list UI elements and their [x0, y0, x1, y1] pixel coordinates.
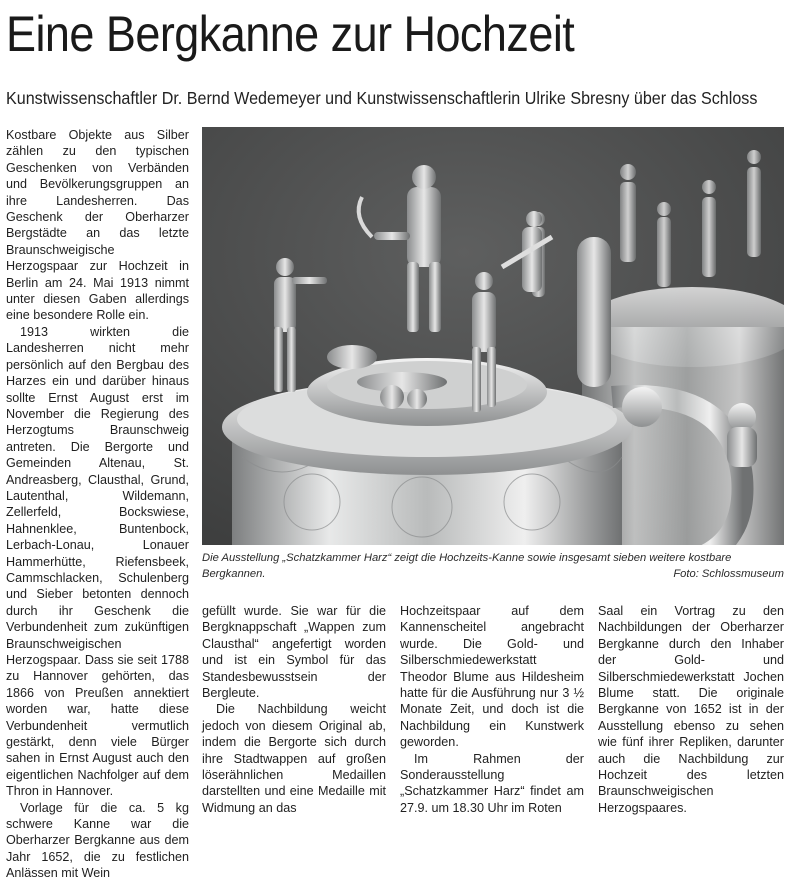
article-column-3	[400, 603, 584, 816]
paragraph: Die Nachbildung weicht jedoch von diesem Original ab, indem die Bergorte sich durch ihre Stadtwappen auf großen löserähnlichen Medaillen darstellten und eine Medaille mit Widmung an das	[202, 702, 386, 815]
subheadline: Kunstwissenschaftler Dr. Bernd Wedemeyer und Kunstwissenschaftlerin Ulrike Sbresny über das Schloss	[6, 88, 758, 108]
silver-tankard-photo	[202, 127, 784, 545]
caption-text: Die Ausstellung „Schatzkammer Harz“ zeigt die Hochzeits-Kanne sowie insgesamt sieben weitere kostbare Bergkannen.	[202, 552, 732, 580]
article-column-4	[598, 603, 784, 816]
paragraph: Kostbare Objekte aus Silber zählen zu den typischen Geschenken von Verbänden und Bevölkerungsgruppen an ihre Landesherren. Das Geschenk der Oberharzer Bergstädte an das letzte Braunschweigische Herzogspaar zur Hochzeit in Berlin am 24. Mai 1913 nimmt unter diesen Gaben allerdings eine besondere Rolle ein.	[6, 128, 189, 323]
paragraph: gefüllt wurde. Sie war für die Bergknappschaft „Wappen zum Clausthal“ angefertigt worden und ist ein Symbol für das Standesbewusstsein der Bergleute.	[202, 604, 386, 701]
paragraph: Im Rahmen der Sonderausstellung „Schatzkammer Harz“ findet am 27.9. um 18.30 Uhr im Roten	[400, 751, 584, 815]
photo-credit: Foto: Schlossmuseum	[673, 568, 784, 580]
paragraph: Vorlage für die ca. 5 kg schwere Kanne war die Oberharzer Bergkanne aus dem Jahr 1652, die zu festlichen Anlässen mit Wein	[6, 800, 189, 881]
paragraph: 1913 wirkten die Landesherren nicht mehr persönlich auf den Bergbau des Harzes ein und darüber hinaus sollte Ernst August erst im November die Regierung des Herzogtums Braunschweig antreten. Die Bergorte und Gemeinden Altenau, St. Andreasberg, Clausthal, Grund, Lautenthal, Wildemann, Zellerfeld, Bockswiese, Hahnenklee, Buntenbock, Lerbach-Lonau, Lonauer Hammerhütte, Riefensbeek, Cammschlacken, Schulenberg und Sieber betonten dennoch durch ihr Geschenk die Verbundenheit zum zukünftigen Braunschweigischen Herzogspaar. Dass sie seit 1788 zu Hannover gehörten, das 1866 von Preußen annektiert worden war, hatte diese Verbundenheit vermutlich gestärkt, denn viele Bürger sahen in Ernst August auch den eigentlichen Nachfolger auf dem Thron in Hannover.	[6, 324, 189, 799]
headline: Eine Bergkanne zur Hochzeit	[6, 6, 575, 62]
photo-caption	[202, 550, 784, 582]
article-column-2	[202, 603, 386, 816]
paragraph: Saal ein Vortrag zu den Nachbildungen der Oberharzer Bergkanne durch den Inhaber der Gold- und Silberschmiedewerkstatt Jochen Blume statt. Die originale Bergkanne von 1652 ist in der Ausstellung ebenso zu sehen wie fünf ihrer Repliken, darunter auch die Nachbildung zur Hochzeit des letzten Braunschweigischen Herzogspaares.	[598, 604, 784, 815]
article-column-1	[6, 127, 189, 882]
paragraph: Hochzeitspaar auf dem Kannenscheitel angebracht wurde. Die Gold- und Silberschmiedewerkstatt Theodor Blume aus Hildesheim hatte für die Ausführung nur 3 ½ Monate Zeit, und doch ist die Nachbildung ein Kunstwerk geworden.	[400, 604, 584, 750]
